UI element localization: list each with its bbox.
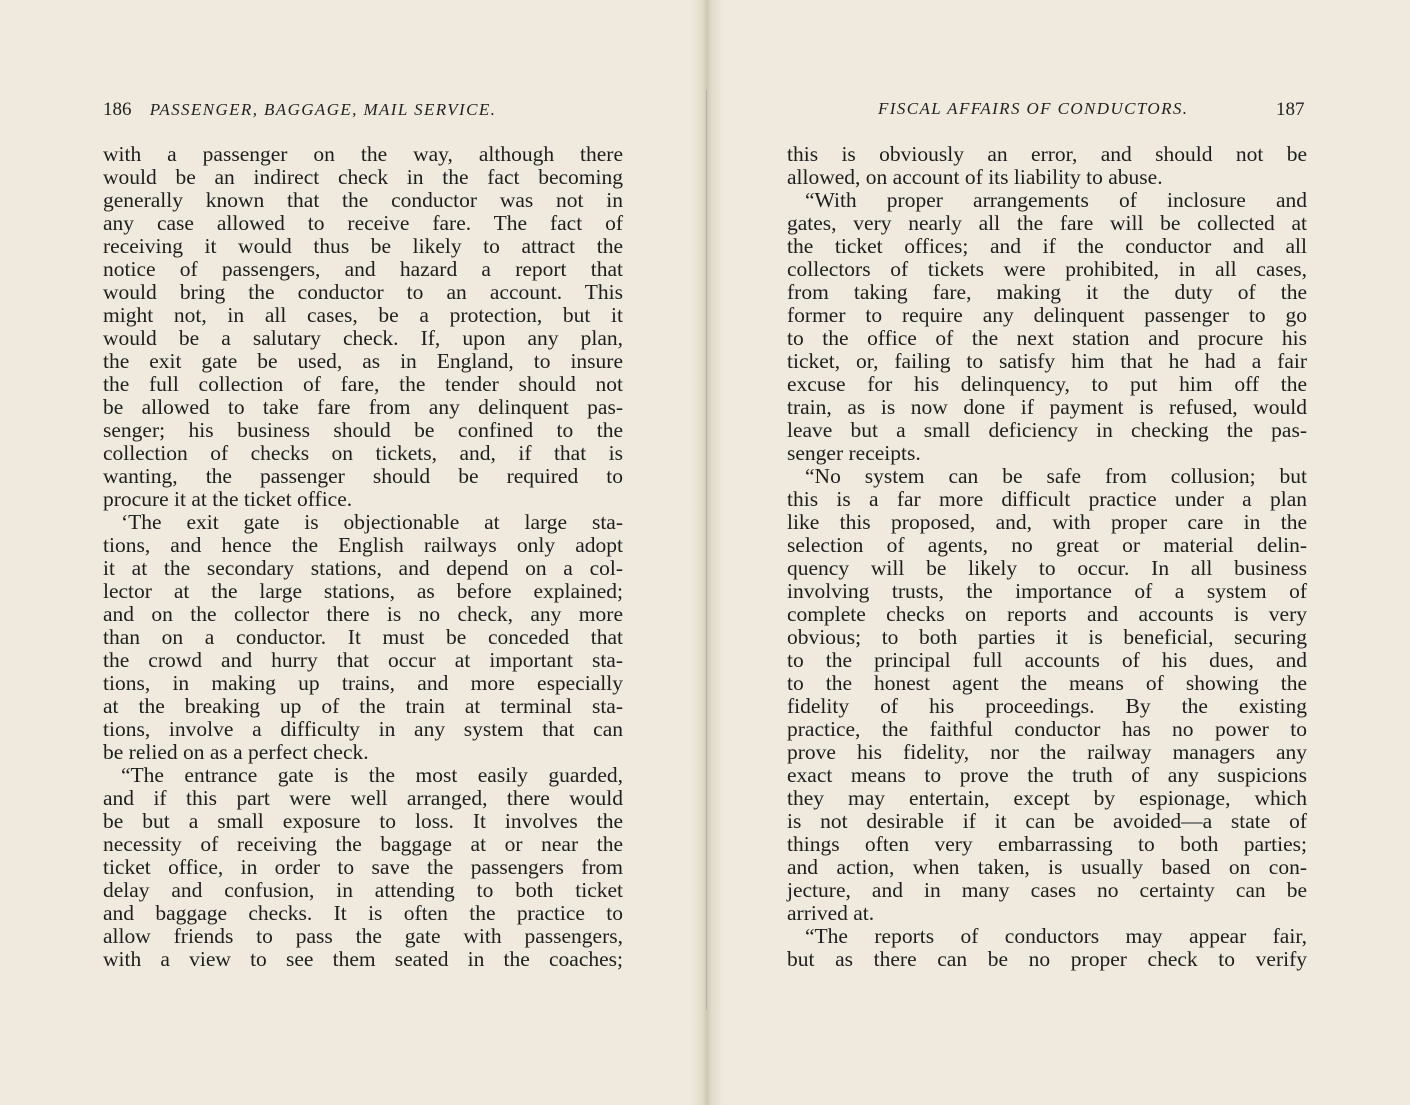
text-line: ticket, or, failing to satisfy him that he had a fair bbox=[787, 349, 1307, 373]
text-line: the exit gate be used, as in England, to insure bbox=[103, 349, 623, 373]
text-line: than on a conductor. It must be conceded that bbox=[103, 625, 623, 649]
text-line: with a passenger on the way, although there bbox=[103, 142, 623, 166]
text-line: selection of agents, no great or material delin- bbox=[787, 533, 1307, 557]
text-line: arrived at. bbox=[787, 901, 875, 925]
text-line: would be a salutary check. If, upon any plan, bbox=[103, 326, 623, 350]
text-line: receiving it would thus be likely to attract the bbox=[103, 234, 623, 258]
right-page-header bbox=[878, 99, 1305, 120]
text-line: allowed, on account of its liability to abuse. bbox=[787, 165, 1163, 189]
text-line: collection of checks on tickets, and, if that is bbox=[103, 441, 623, 465]
text-line: with a view to see them seated in the coaches; bbox=[103, 947, 623, 971]
text-line: procure it at the ticket office. bbox=[103, 487, 353, 511]
text-line: involving trusts, the importance of a system of bbox=[787, 579, 1307, 603]
text-line: and baggage checks. It is often the practice to bbox=[103, 901, 623, 925]
text-line: excuse for his delinquency, to put him off the bbox=[787, 372, 1307, 396]
text-line: be allowed to take fare from any delinquent pas- bbox=[103, 395, 623, 419]
left-page-header bbox=[103, 99, 496, 121]
text-line: be relied on as a perfect check. bbox=[103, 740, 369, 764]
text-line: and action, when taken, is usually based on con- bbox=[787, 855, 1307, 879]
text-line: obvious; to both parties it is beneficial, securing bbox=[787, 625, 1307, 649]
text-line: would bring the conductor to an account. This bbox=[103, 280, 623, 304]
text-line: this is obviously an error, and should not be bbox=[787, 142, 1307, 166]
text-line: is not desirable if it can be avoided—a state of bbox=[787, 809, 1307, 833]
book-gutter bbox=[690, 0, 724, 1105]
text-line: former to require any delinquent passenger to go bbox=[787, 303, 1307, 327]
right-running-head: FISCAL AFFAIRS OF CONDUCTORS. bbox=[878, 99, 1189, 118]
text-line: leave but a small deficiency in checking the pas- bbox=[787, 418, 1307, 442]
text-line: be but a small exposure to loss. It involves the bbox=[103, 809, 623, 833]
text-line: lector at the large stations, as before explained; bbox=[103, 579, 623, 603]
text-line: to the office of the next station and procure his bbox=[787, 326, 1307, 350]
text-line: and if this part were well arranged, there would bbox=[103, 786, 623, 810]
text-line: fidelity of his proceedings. By the existing bbox=[787, 694, 1307, 718]
text-line: exact means to prove the truth of any suspicions bbox=[787, 763, 1307, 787]
text-line: to the honest agent the means of showing the bbox=[787, 671, 1307, 695]
right-page-number: 187 bbox=[1276, 99, 1305, 120]
text-line: but as there can be no proper check to verify bbox=[787, 947, 1307, 971]
text-line: the full collection of fare, the tender should not bbox=[103, 372, 623, 396]
text-line: might not, in all cases, be a protection, but it bbox=[103, 303, 623, 327]
text-line: things often very embarrassing to both parties; bbox=[787, 832, 1307, 856]
gutter-fold-line bbox=[706, 90, 707, 1010]
text-line: any case allowed to receive fare. The fact of bbox=[103, 211, 623, 235]
text-line: complete checks on reports and accounts is very bbox=[787, 602, 1307, 626]
text-line: like this proposed, and, with proper care in the bbox=[787, 510, 1307, 534]
text-line: tions, in making up trains, and more especially bbox=[103, 671, 623, 695]
text-line: ‘The exit gate is objectionable at large sta- bbox=[121, 510, 623, 534]
text-line: jecture, and in many cases no certainty can be bbox=[787, 878, 1307, 902]
text-line: necessity of receiving the baggage at or near the bbox=[103, 832, 623, 856]
text-line: train, as is now done if payment is refused, would bbox=[787, 395, 1307, 419]
left-page-body bbox=[103, 143, 623, 971]
text-line: collectors of tickets were prohibited, in all cases, bbox=[787, 257, 1307, 281]
left-page-number: 186 bbox=[103, 99, 132, 120]
text-line: it at the secondary stations, and depend on a col- bbox=[103, 556, 623, 580]
text-line: notice of passengers, and hazard a report that bbox=[103, 257, 623, 281]
text-line: “The entrance gate is the most easily guarded, bbox=[121, 763, 623, 787]
text-line: senger receipts. bbox=[787, 441, 921, 465]
text-line: this is a far more difficult practice under a plan bbox=[787, 487, 1307, 511]
text-line: the crowd and hurry that occur at important sta- bbox=[103, 648, 623, 672]
text-line: “The reports of conductors may appear fair, bbox=[805, 924, 1307, 948]
text-line: wanting, the passenger should be required to bbox=[103, 464, 623, 488]
text-line: ticket office, in order to save the passengers from bbox=[103, 855, 623, 879]
text-line: senger; his business should be confined to the bbox=[103, 418, 623, 442]
text-line: at the breaking up of the train at terminal sta- bbox=[103, 694, 623, 718]
text-line: tions, involve a difficulty in any system that can bbox=[103, 717, 623, 741]
text-line: and on the collector there is no check, any more bbox=[103, 602, 623, 626]
text-line: generally known that the conductor was not in bbox=[103, 188, 623, 212]
text-line: “With proper arrangements of inclosure and bbox=[805, 188, 1307, 212]
text-line: delay and confusion, in attending to both ticket bbox=[103, 878, 623, 902]
text-line: allow friends to pass the gate with passengers, bbox=[103, 924, 623, 948]
text-line: the ticket offices; and if the conductor and all bbox=[787, 234, 1307, 258]
text-line: “No system can be safe from collusion; but bbox=[805, 464, 1307, 488]
text-line: from taking fare, making it the duty of the bbox=[787, 280, 1307, 304]
text-line: gates, very nearly all the fare will be collected at bbox=[787, 211, 1307, 235]
right-page-body bbox=[787, 143, 1307, 971]
text-line: quency will be likely to occur. In all business bbox=[787, 556, 1307, 580]
text-line: tions, and hence the English railways only adopt bbox=[103, 533, 623, 557]
text-line: practice, the faithful conductor has no power to bbox=[787, 717, 1307, 741]
text-line: prove his fidelity, nor the railway managers any bbox=[787, 740, 1307, 764]
text-line: they may entertain, except by espionage, which bbox=[787, 786, 1307, 810]
text-line: would be an indirect check in the fact becoming bbox=[103, 165, 623, 189]
left-running-head: PASSENGER, BAGGAGE, MAIL SERVICE. bbox=[149, 100, 497, 119]
text-line: to the principal full accounts of his dues, and bbox=[787, 648, 1307, 672]
